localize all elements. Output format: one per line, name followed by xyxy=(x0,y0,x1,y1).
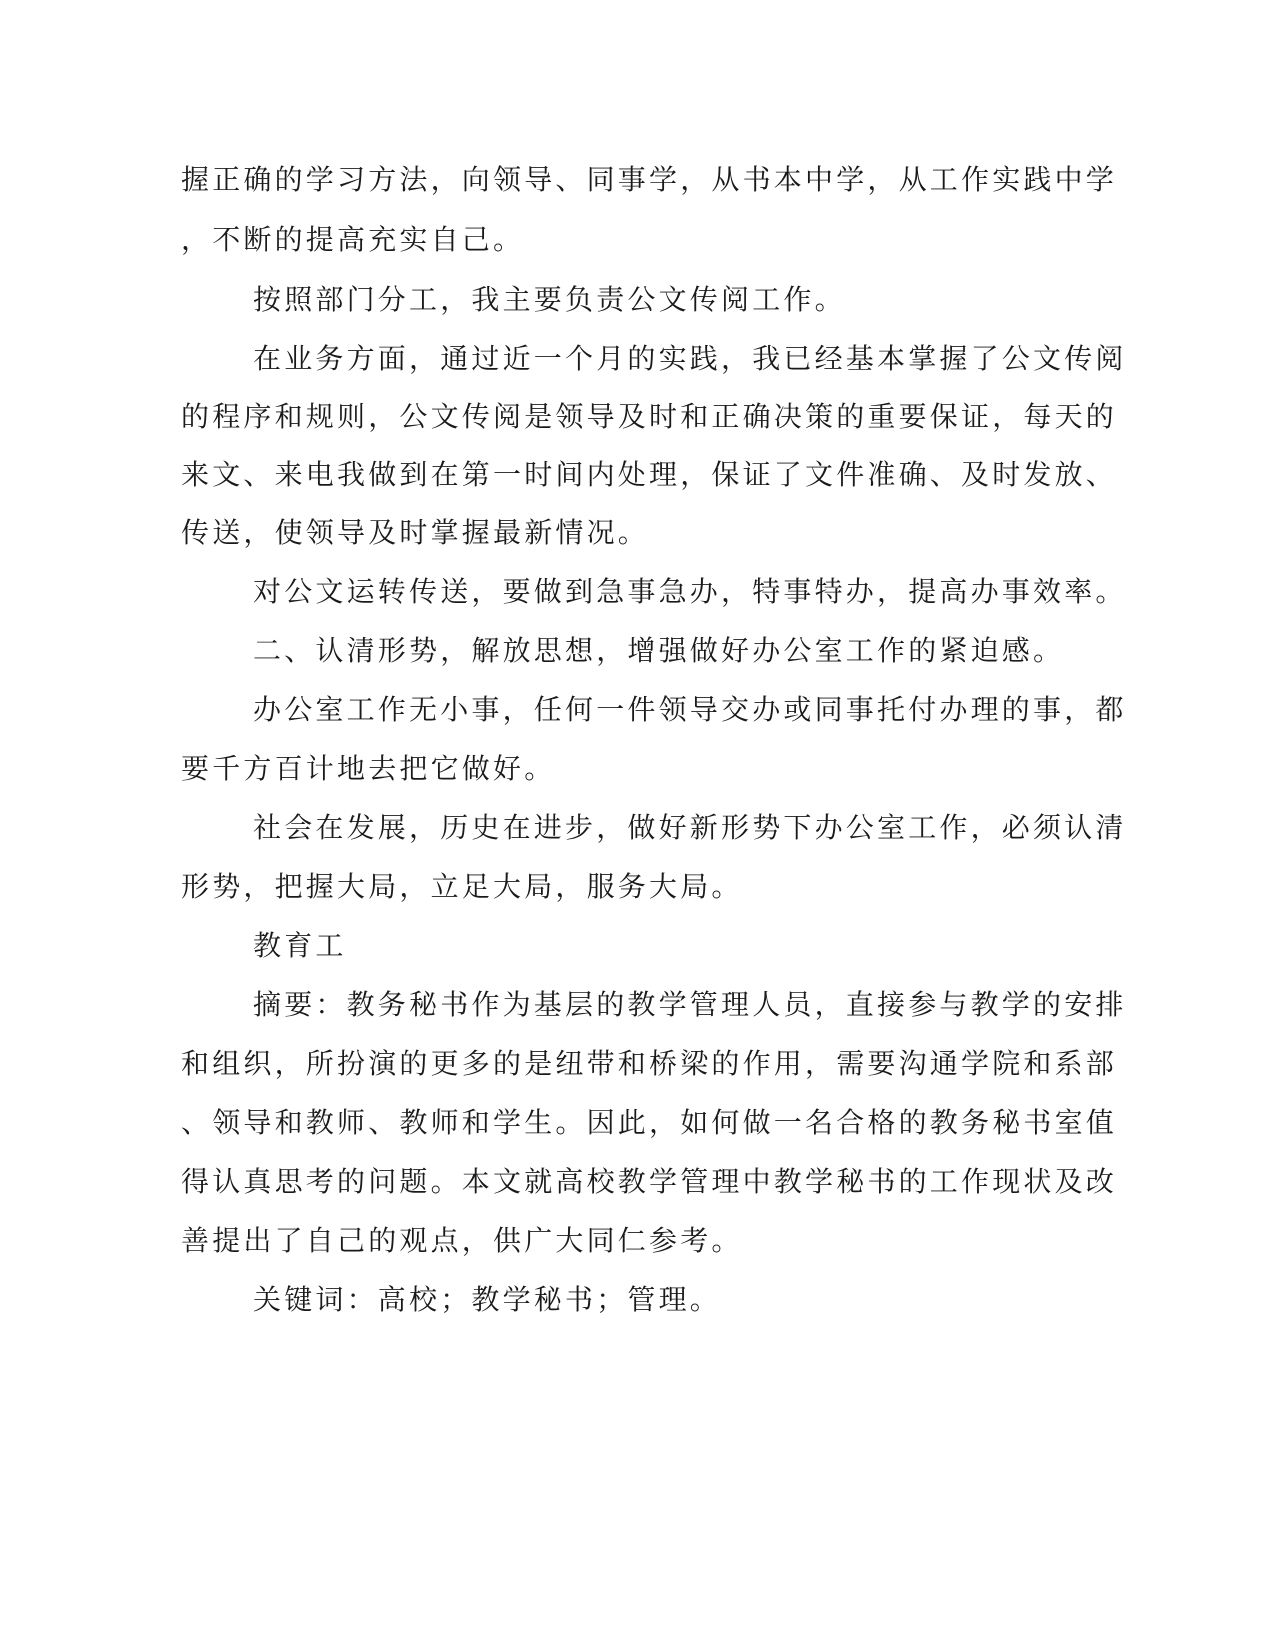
text-line: 得认真思考的问题。本文就高校教学管理中教学秘书的工作现状及改 xyxy=(181,1165,1118,1198)
article-title: 教育工 xyxy=(253,929,347,962)
abstract-line: 摘要：教务秘书作为基层的教学管理人员，直接参与教学的安排 xyxy=(253,988,1127,1021)
section-heading: 二、认清形势，解放思想，增强做好办公室工作的紧迫感。 xyxy=(253,634,1065,667)
text-line: 善提出了自己的观点，供广大同仁参考。 xyxy=(181,1224,743,1257)
paragraph-line: 办公室工作无小事，任何一件领导交办或同事托付办理的事，都 xyxy=(253,693,1127,726)
text-line: 传送，使领导及时掌握最新情况。 xyxy=(181,516,650,549)
text-line: 和组织，所扮演的更多的是纽带和桥梁的作用，需要沟通学院和系部 xyxy=(181,1047,1118,1080)
text-line: 的程序和规则，公文传阅是领导及时和正确决策的重要保证，每天的 xyxy=(181,400,1118,433)
text-line: 来文、来电我做到在第一时间内处理，保证了文件准确、及时发放、 xyxy=(181,458,1118,491)
text-line: 要千方百计地去把它做好。 xyxy=(181,752,556,785)
text-line: 形势，把握大局，立足大局，服务大局。 xyxy=(181,870,743,903)
text-line: 握正确的学习方法，向领导、同事学，从书本中学，从工作实践中学 xyxy=(181,163,1118,196)
paragraph-line: 在业务方面，通过近一个月的实践，我已经基本掌握了公文传阅 xyxy=(253,342,1127,375)
text-line: 、领导和教师、教师和学生。因此，如何做一名合格的教务秘书室值 xyxy=(181,1106,1118,1139)
paragraph-line: 按照部门分工，我主要负责公文传阅工作。 xyxy=(253,283,846,316)
paragraph-line: 社会在发展，历史在进步，做好新形势下办公室工作，必须认清 xyxy=(253,811,1127,844)
text-line: ，不断的提高充实自己。 xyxy=(181,223,525,256)
keywords-line: 关键词：高校；教学秘书；管理。 xyxy=(253,1283,722,1316)
paragraph-line: 对公文运转传送，要做到急事急办，特事特办，提高办事效率。 xyxy=(253,575,1127,608)
